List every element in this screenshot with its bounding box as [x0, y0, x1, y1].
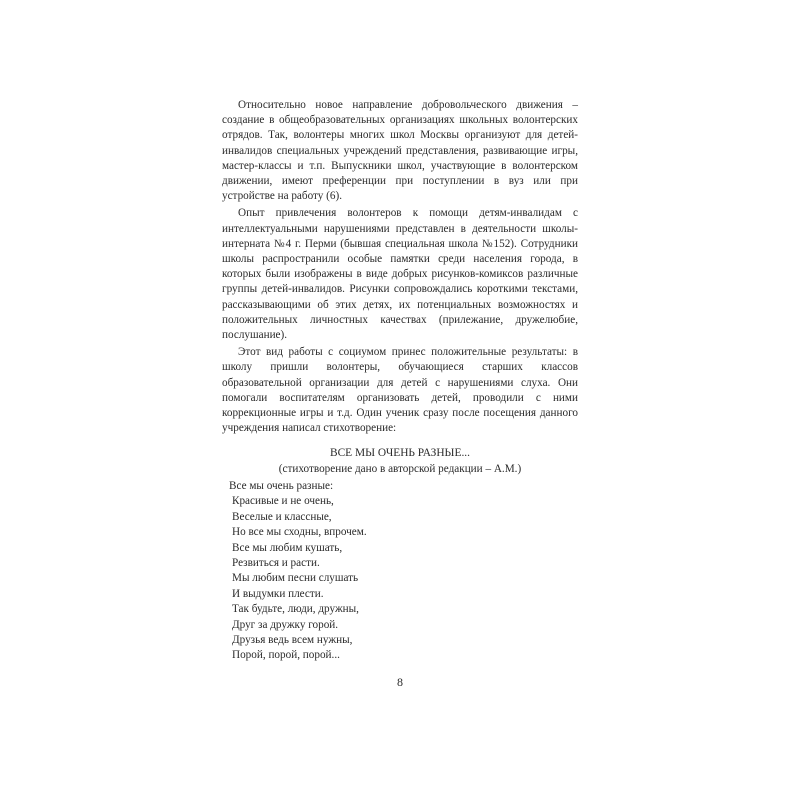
paragraph-2: Опыт привлечения волонтеров к помощи детям-инвалидам с интеллектуальными нарушениями представлен в деятельности школы-интерната №4 г. Перми (бывшая специальная школа №152). Сотрудники школы распространили особые памятки среди населения города, в которых были изображены в виде добрых рисунков-комиксов различные группы детей-инвалидов. Рисунки сопровождались короткими текстами, рассказывающими об этих детях, их потенциальных возможностях и положительных личностных качествах (прилежание, дружелюбие, послушание).: [222, 207, 578, 342]
poem-line: И выдумки плести.: [232, 587, 324, 600]
poem-line: Все мы очень разные:: [229, 480, 334, 492]
paragraph-3: Этот вид работы с социумом принес положительные результаты: в школу пришли волонтеры, обучающиеся старших классов образовательной организации для детей с нарушениями слуха. Они помогали воспитателям организовать детей, проводили с ними коррекционные игры и т.д. Один ученик сразу после посещения данного учреждения написал стихотворение:: [222, 346, 578, 435]
body-text: [222, 98, 578, 438]
poem-line: Мы любим песни слушать: [232, 572, 359, 585]
poem-note: (стихотворение дано в авторской редакции – А.М.): [278, 463, 522, 475]
poem-line: Все мы любим кушать,: [232, 541, 343, 554]
poem-line: Друзья ведь всем нужны,: [232, 634, 353, 647]
paragraph-1: Относительно новое направление добровольческого движения – создание в общеобразовательных организациях школьных волонтерских отрядов. Так, волонтеры многих школ Москвы организуют для детей-инвалидов специальных учреждений представления, развивающие игры, мастер-классы и т.п. Выпускники школ, участвующие в волонтерском движении, имеют преференции при поступлении в вуз или при устройстве на работу (6).: [222, 99, 578, 203]
poem-line: Красивые и не очень,: [232, 495, 334, 508]
poem-line: Веселые и классные,: [232, 510, 332, 523]
page-number: 8: [397, 675, 403, 689]
poem-line: Но все мы сходны, впрочем.: [232, 526, 367, 539]
poem-line: Порой, порой, порой...: [232, 649, 340, 662]
poem-title: ВСЕ МЫ ОЧЕНЬ РАЗНЫЕ...: [329, 447, 470, 459]
poem-line: Резвиться и расти.: [232, 557, 320, 570]
poem-body: [229, 479, 479, 664]
poem-line: Так будьте, люди, дружны,: [232, 603, 359, 616]
poem-line: Друг за дружку горой.: [232, 618, 339, 631]
